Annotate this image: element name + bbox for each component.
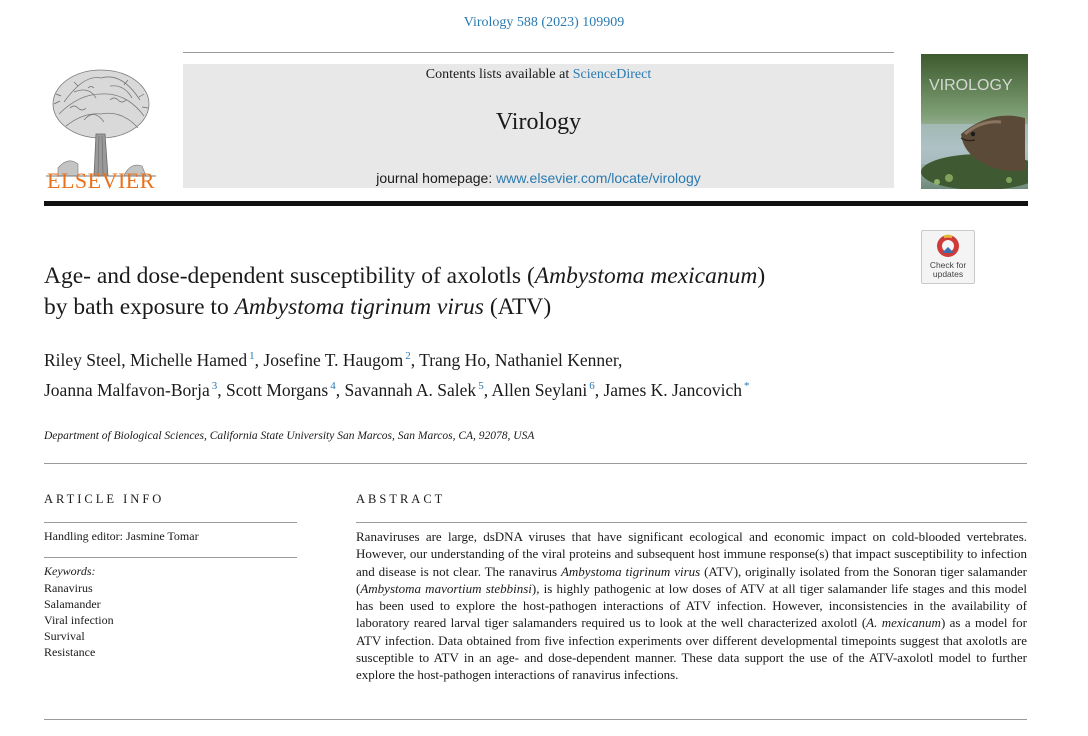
author-affiliation-ref[interactable]: 4 (330, 379, 336, 392)
journal-name: Virology (495, 109, 582, 135)
abstract-body (356, 528, 1027, 684)
keyword-item: Ranavirus (44, 581, 93, 595)
title-text: ) (757, 263, 766, 289)
keywords-label: Keywords: (44, 564, 96, 578)
abstract-italic: Ambystoma mavortium stebbinsi (360, 580, 532, 596)
author-name[interactable]: Josefine T. Haugom (263, 349, 404, 370)
article-info-divider (44, 557, 297, 558)
author-name[interactable]: Riley Steel (44, 349, 122, 370)
author-name[interactable]: Trang Ho (419, 349, 487, 370)
author-affiliation-ref[interactable]: 6 (589, 379, 595, 392)
homepage-line (183, 170, 894, 186)
journal-homepage-link[interactable]: www.elsevier.com/locate/virology (496, 170, 701, 186)
abstract-text: ), is highly pathogenic at low doses of ATV at all tiger salamander life stages and this model has been used to explore the host-pathogen interactions of ATV infection. However, inconsistencies in the availability of laboratory reared larval tiger salamanders required us to look at the well characterized axolotl ( (356, 580, 1027, 631)
author-affiliation-ref[interactable]: 2 (405, 350, 411, 362)
article-info-heading: ARTICLE INFO (44, 492, 165, 506)
keywords-list (44, 580, 114, 660)
title-text: (ATV) (483, 294, 552, 320)
author-name[interactable]: Nathaniel Kenner (494, 349, 619, 370)
contents-prefix: Contents lists available at (425, 67, 573, 82)
article-info-divider (44, 522, 297, 523)
title-italic-species: Ambystoma mexicanum (534, 263, 758, 289)
sciencedirect-link[interactable]: ScienceDirect (572, 67, 652, 82)
elsevier-wordmark: ELSEVIER (47, 168, 155, 193)
crossmark-line1: Check for (929, 260, 967, 270)
title-italic-virus: Ambystoma tigrinum virus (234, 294, 484, 320)
handling-editor: Handling editor: Jasmine Tomar (44, 529, 199, 543)
author-affiliation-ref[interactable]: 5 (478, 379, 484, 392)
abstract-divider (356, 522, 1027, 523)
abstract-italic: Ambystoma tigrinum virus (560, 563, 701, 579)
corresponding-author-ref[interactable]: * (744, 379, 750, 392)
keyword-item: Resistance (44, 645, 96, 659)
article-title (44, 261, 904, 323)
author-name[interactable]: Scott Morgans (225, 379, 329, 400)
author-list: Riley Steel, Michelle Hamed $^1$, Josefine T. Haugom $^2$, Trang Ho, Nathaniel Kenner, Joanna Malfavon-Borja $^3$, Scott Morgans $^4$, Savannah A. Salek $^5$, Allen Seylani $^6$, James K. Jancovich * (44, 349, 750, 400)
journal-cover-image[interactable] (921, 54, 1028, 189)
crossmark-line2: updates (932, 269, 964, 279)
section-divider (44, 463, 1027, 464)
journal-header-box (183, 64, 894, 188)
crossmark-icon (922, 231, 974, 261)
author-affiliation-ref[interactable]: 1 (249, 350, 255, 362)
abstract-italic: A. mexicanum (866, 615, 941, 631)
contents-line (183, 67, 894, 83)
abstract-text: Ranaviruses are large, dsDNA viruses that have significant ecological and economic impact on cold-blooded vertebrates. However, our understanding of the viral proteins and subsequent host immune response(s) that impact susceptibility to infection and disease is not clear. The ranavirus (356, 529, 1027, 579)
homepage-prefix: journal homepage: (376, 170, 497, 186)
author-name[interactable]: Michelle Hamed (130, 349, 248, 370)
title-text: Age- and dose-dependent susceptibility of axolotls ( (44, 263, 535, 289)
author-affiliation-ref[interactable]: 3 (211, 379, 218, 392)
abstract-text: (ATV), originally isolated from the Sonoran tiger salamander ( (356, 563, 1027, 596)
top-divider (183, 52, 894, 53)
keyword-item: Salamander (44, 597, 101, 611)
journal-citation-link[interactable]: Virology 588 (2023) 109909 (463, 15, 625, 30)
keyword-item: Survival (44, 629, 85, 643)
crossmark-label (922, 261, 974, 279)
affiliation: Department of Biological Sciences, California State University San Marcos, San Marcos, CA, 92078, USA (44, 430, 535, 442)
author-name[interactable]: Savannah A. Salek (344, 379, 477, 400)
header-thick-divider (44, 201, 1028, 206)
abstract-heading: ABSTRACT (356, 492, 446, 506)
author-name[interactable]: James K. Jancovich (603, 379, 742, 400)
cover-journal-label: VIROLOGY (929, 77, 1013, 94)
title-text: by bath exposure to (44, 294, 235, 320)
keyword-item: Viral infection (44, 613, 114, 627)
abstract-text: ) as a model for ATV infection. Data obtained from five infection experiments over different developmental timepoints suggest that axolotls are susceptible to ATV in an age- and dose-dependent manner. These data support the use of the ATV-axolotl model to further explore the host-pathogen interactions of ranavirus infections. (356, 615, 1027, 683)
author-name[interactable]: Joanna Malfavon-Borja (44, 379, 210, 400)
bottom-divider (44, 719, 1027, 720)
check-for-updates-badge[interactable] (921, 230, 975, 284)
author-name[interactable]: Allen Seylani (491, 379, 588, 400)
